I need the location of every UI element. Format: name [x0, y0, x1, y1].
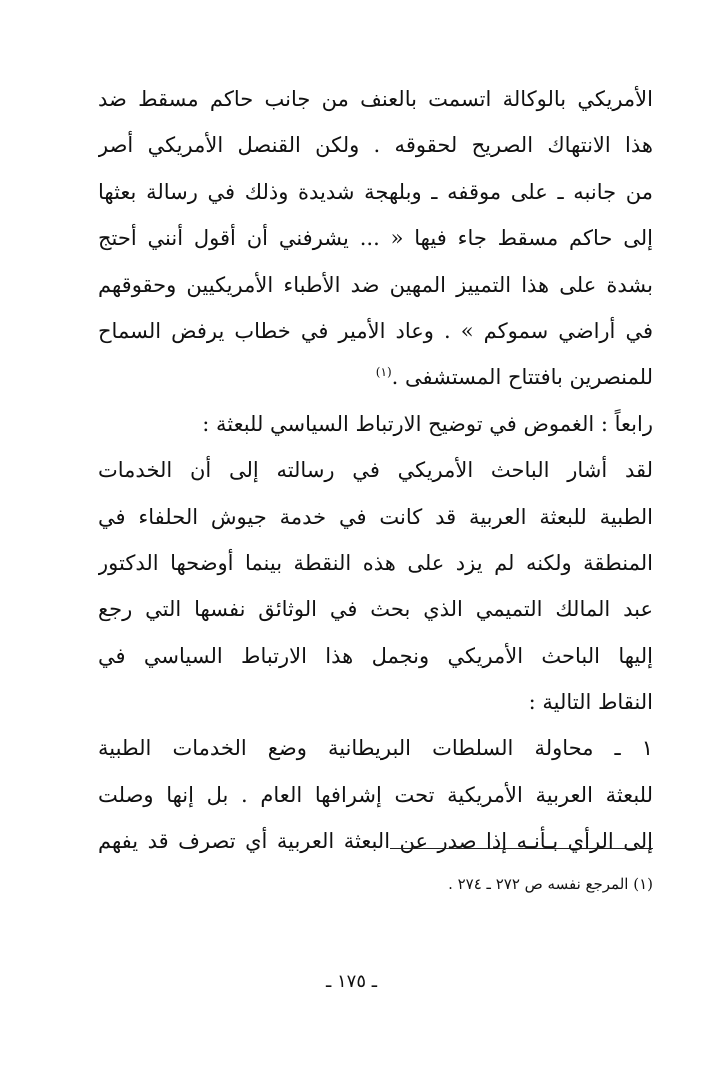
footnote-reference: (١)	[375, 365, 392, 380]
text-line: إلى الرأي بـأنـه إذا صدر عن البعثة العربية أي تصرف قد يفهم	[98, 829, 653, 854]
text-line: من جانبه ـ على موقفه ـ وبلهجة شديدة وذلك في رسالة بعثها	[98, 179, 653, 204]
text-line: النقاط التالية :	[528, 690, 653, 715]
text-line: الطبية للبعثة العربية قد كانت في خدمة جيوش الحلفاء في	[98, 504, 653, 529]
section-heading: رابعاً : الغموض في توضيح الارتباط السياسي للبعثة :	[202, 411, 653, 436]
text-line: في أراضي سموكم » . وعاد الأمير في خطاب يرفض السماح	[98, 318, 653, 343]
text-line: هذا الانتهاك الصريح لحقوقه . ولكن القنصل الأمريكي أصر	[98, 133, 653, 158]
text-line: إليها الباحث الأمريكي ونجمل هذا الارتباط السياسي في	[98, 643, 653, 668]
text-line-with-footnote	[98, 354, 653, 400]
page-number: ـ ١٧٥ ـ	[325, 971, 377, 992]
text-line: لقد أشار الباحث الأمريكي في رسالته إلى أن الخدمات	[98, 458, 653, 483]
footnote: (١) المرجع نفسه ص ٢٧٢ ـ ٢٧٤ .	[448, 875, 653, 893]
text-line: للبعثة العربية الأمريكية تحت إشرافها العام . بل إنها وصلت	[98, 782, 653, 807]
text-line: الأمريكي بالوكالة اتسمت بالعنف من جانب حاكم مسقط ضد	[98, 87, 653, 111]
body-text	[98, 76, 653, 865]
text-line: إلى حاكم مسقط جاء فيها « ... يشرفني أن أقول أنني أحتج	[98, 226, 653, 251]
text-line: عبد المالك التميمي الذي بحث في الوثائق نفسها التي رجع	[98, 597, 653, 622]
text-line: المنطقة ولكنه لم يزد على هذه النقطة بينما أوضحها الدكتور	[98, 550, 653, 575]
text-line-content: للمنصرين بافتتاح المستشفى .	[391, 365, 653, 390]
footnote-divider	[390, 848, 653, 849]
text-line: بشدة على هذا التمييز المهين ضد الأطباء الأمريكيين وحقوقهم	[98, 272, 653, 297]
list-item-line: ١ ـ محاولة السلطات البريطانية وضع الخدمات الطبية	[98, 736, 653, 761]
